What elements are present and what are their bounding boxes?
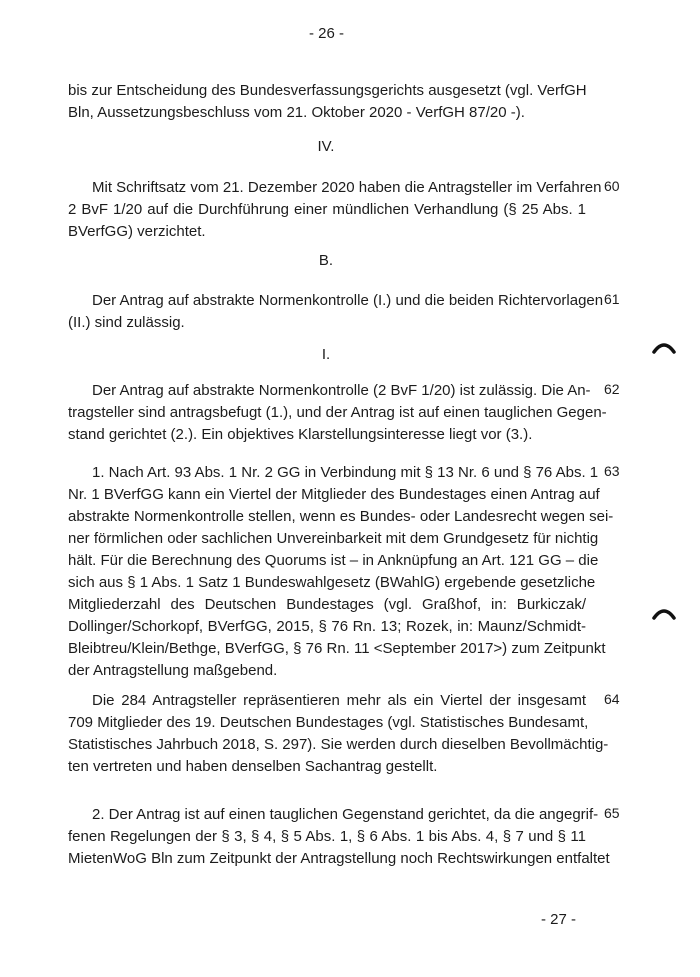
text-line: der Antragstellung maßgebend. xyxy=(68,662,278,679)
margin-number-65: 65 xyxy=(604,805,620,821)
text-line: Der Antrag auf abstrakte Normenkontrolle (2 BvF 1/20) ist zulässig. Die An- xyxy=(92,382,591,399)
binding-clip-mark-icon xyxy=(652,606,676,620)
margin-number-63: 63 xyxy=(604,463,620,479)
text-line: fenen Regelungen der § 3, § 4, § 5 Abs. 1, § 6 Abs. 1 bis Abs. 4, § 7 und § 11 xyxy=(68,828,586,845)
text-line: Mitgliederzahl des Deutschen Bundestages (vgl. Graßhof, in: Burkiczak/ xyxy=(68,596,586,613)
text-line: MietenWoG Bln zum Zeitpunkt der Antragstellung noch Rechtswirkungen entfaltet xyxy=(68,850,610,867)
section-heading-iv: IV. xyxy=(317,138,335,155)
section-heading-i: I. xyxy=(321,346,331,363)
margin-number-62: 62 xyxy=(604,381,620,397)
text-line: sich aus § 1 Abs. 1 Satz 1 Bundeswahlgesetz (BWahlG) ergebende gesetzliche xyxy=(68,574,596,591)
page-number-header: - 26 - xyxy=(309,25,345,42)
text-line: ten vertreten und haben denselben Sachantrag gestellt. xyxy=(68,758,438,775)
text-line: Nr. 1 BVerfGG kann ein Viertel der Mitglieder des Bundestages einen Antrag auf xyxy=(68,486,600,503)
section-heading-b: B. xyxy=(318,252,334,269)
text-line: abstrakte Normenkontrolle stellen, wenn es Bundes- oder Landesrecht wegen sei- xyxy=(68,508,614,525)
margin-number-64: 64 xyxy=(604,691,620,707)
text-line: (II.) sind zulässig. xyxy=(68,314,185,331)
text-line: hält. Für die Berechnung des Quorums ist – in Anknüpfung an Art. 121 GG – die xyxy=(68,552,599,569)
text-line: 1. Nach Art. 93 Abs. 1 Nr. 2 GG in Verbindung mit § 13 Nr. 6 und § 76 Abs. 1 xyxy=(92,464,599,481)
text-line: Der Antrag auf abstrakte Normenkontrolle (I.) und die beiden Richtervorlagen xyxy=(92,292,604,309)
text-line: Bleibtreu/Klein/Bethge, BVerfGG, § 76 Rn. 11 <September 2017>) zum Zeitpunkt xyxy=(68,640,606,657)
text-line: stand gerichtet (2.). Ein objektives Klarstellungsinteresse liegt vor (3.). xyxy=(68,426,533,443)
text-line: Bln, Aussetzungsbeschluss vom 21. Oktober 2020 - VerfGH 87/20 -). xyxy=(68,104,525,121)
page-number-footer: - 27 - xyxy=(541,911,577,928)
text-line: 2 BvF 1/20 auf die Durchführung einer mündlichen Verhandlung (§ 25 Abs. 1 xyxy=(68,201,586,218)
text-line: Statistisches Jahrbuch 2018, S. 297). Sie werden durch dieselben Bevollmächtig- xyxy=(68,736,609,753)
text-line: ner förmlichen oder sachlichen Unvereinbarkeit mit dem Grundgesetz für nichtig xyxy=(68,530,599,547)
margin-number-60: 60 xyxy=(604,178,620,194)
text-line: bis zur Entscheidung des Bundesverfassungsgerichts ausgesetzt (vgl. VerfGH xyxy=(68,82,587,99)
text-line: 709 Mitglieder des 19. Deutschen Bundestages (vgl. Statistisches Bundesamt, xyxy=(68,714,589,731)
text-line: tragsteller sind antragsbefugt (1.), und der Antrag ist auf einen tauglichen Gegen- xyxy=(68,404,607,421)
text-line: Die 284 Antragsteller repräsentieren mehr als ein Viertel der insgesamt xyxy=(92,692,586,709)
margin-number-61: 61 xyxy=(604,291,620,307)
binding-clip-mark-icon xyxy=(652,340,676,354)
text-line: Mit Schriftsatz vom 21. Dezember 2020 haben die Antragsteller im Verfahren xyxy=(92,179,602,196)
text-line: 2. Der Antrag ist auf einen tauglichen Gegenstand gerichtet, da die angegrif- xyxy=(92,806,599,823)
text-line: BVerfGG) verzichtet. xyxy=(68,223,206,240)
text-line: Dollinger/Schorkopf, BVerfGG, 2015, § 76 Rn. 13; Rozek, in: Maunz/Schmidt- xyxy=(68,618,586,635)
